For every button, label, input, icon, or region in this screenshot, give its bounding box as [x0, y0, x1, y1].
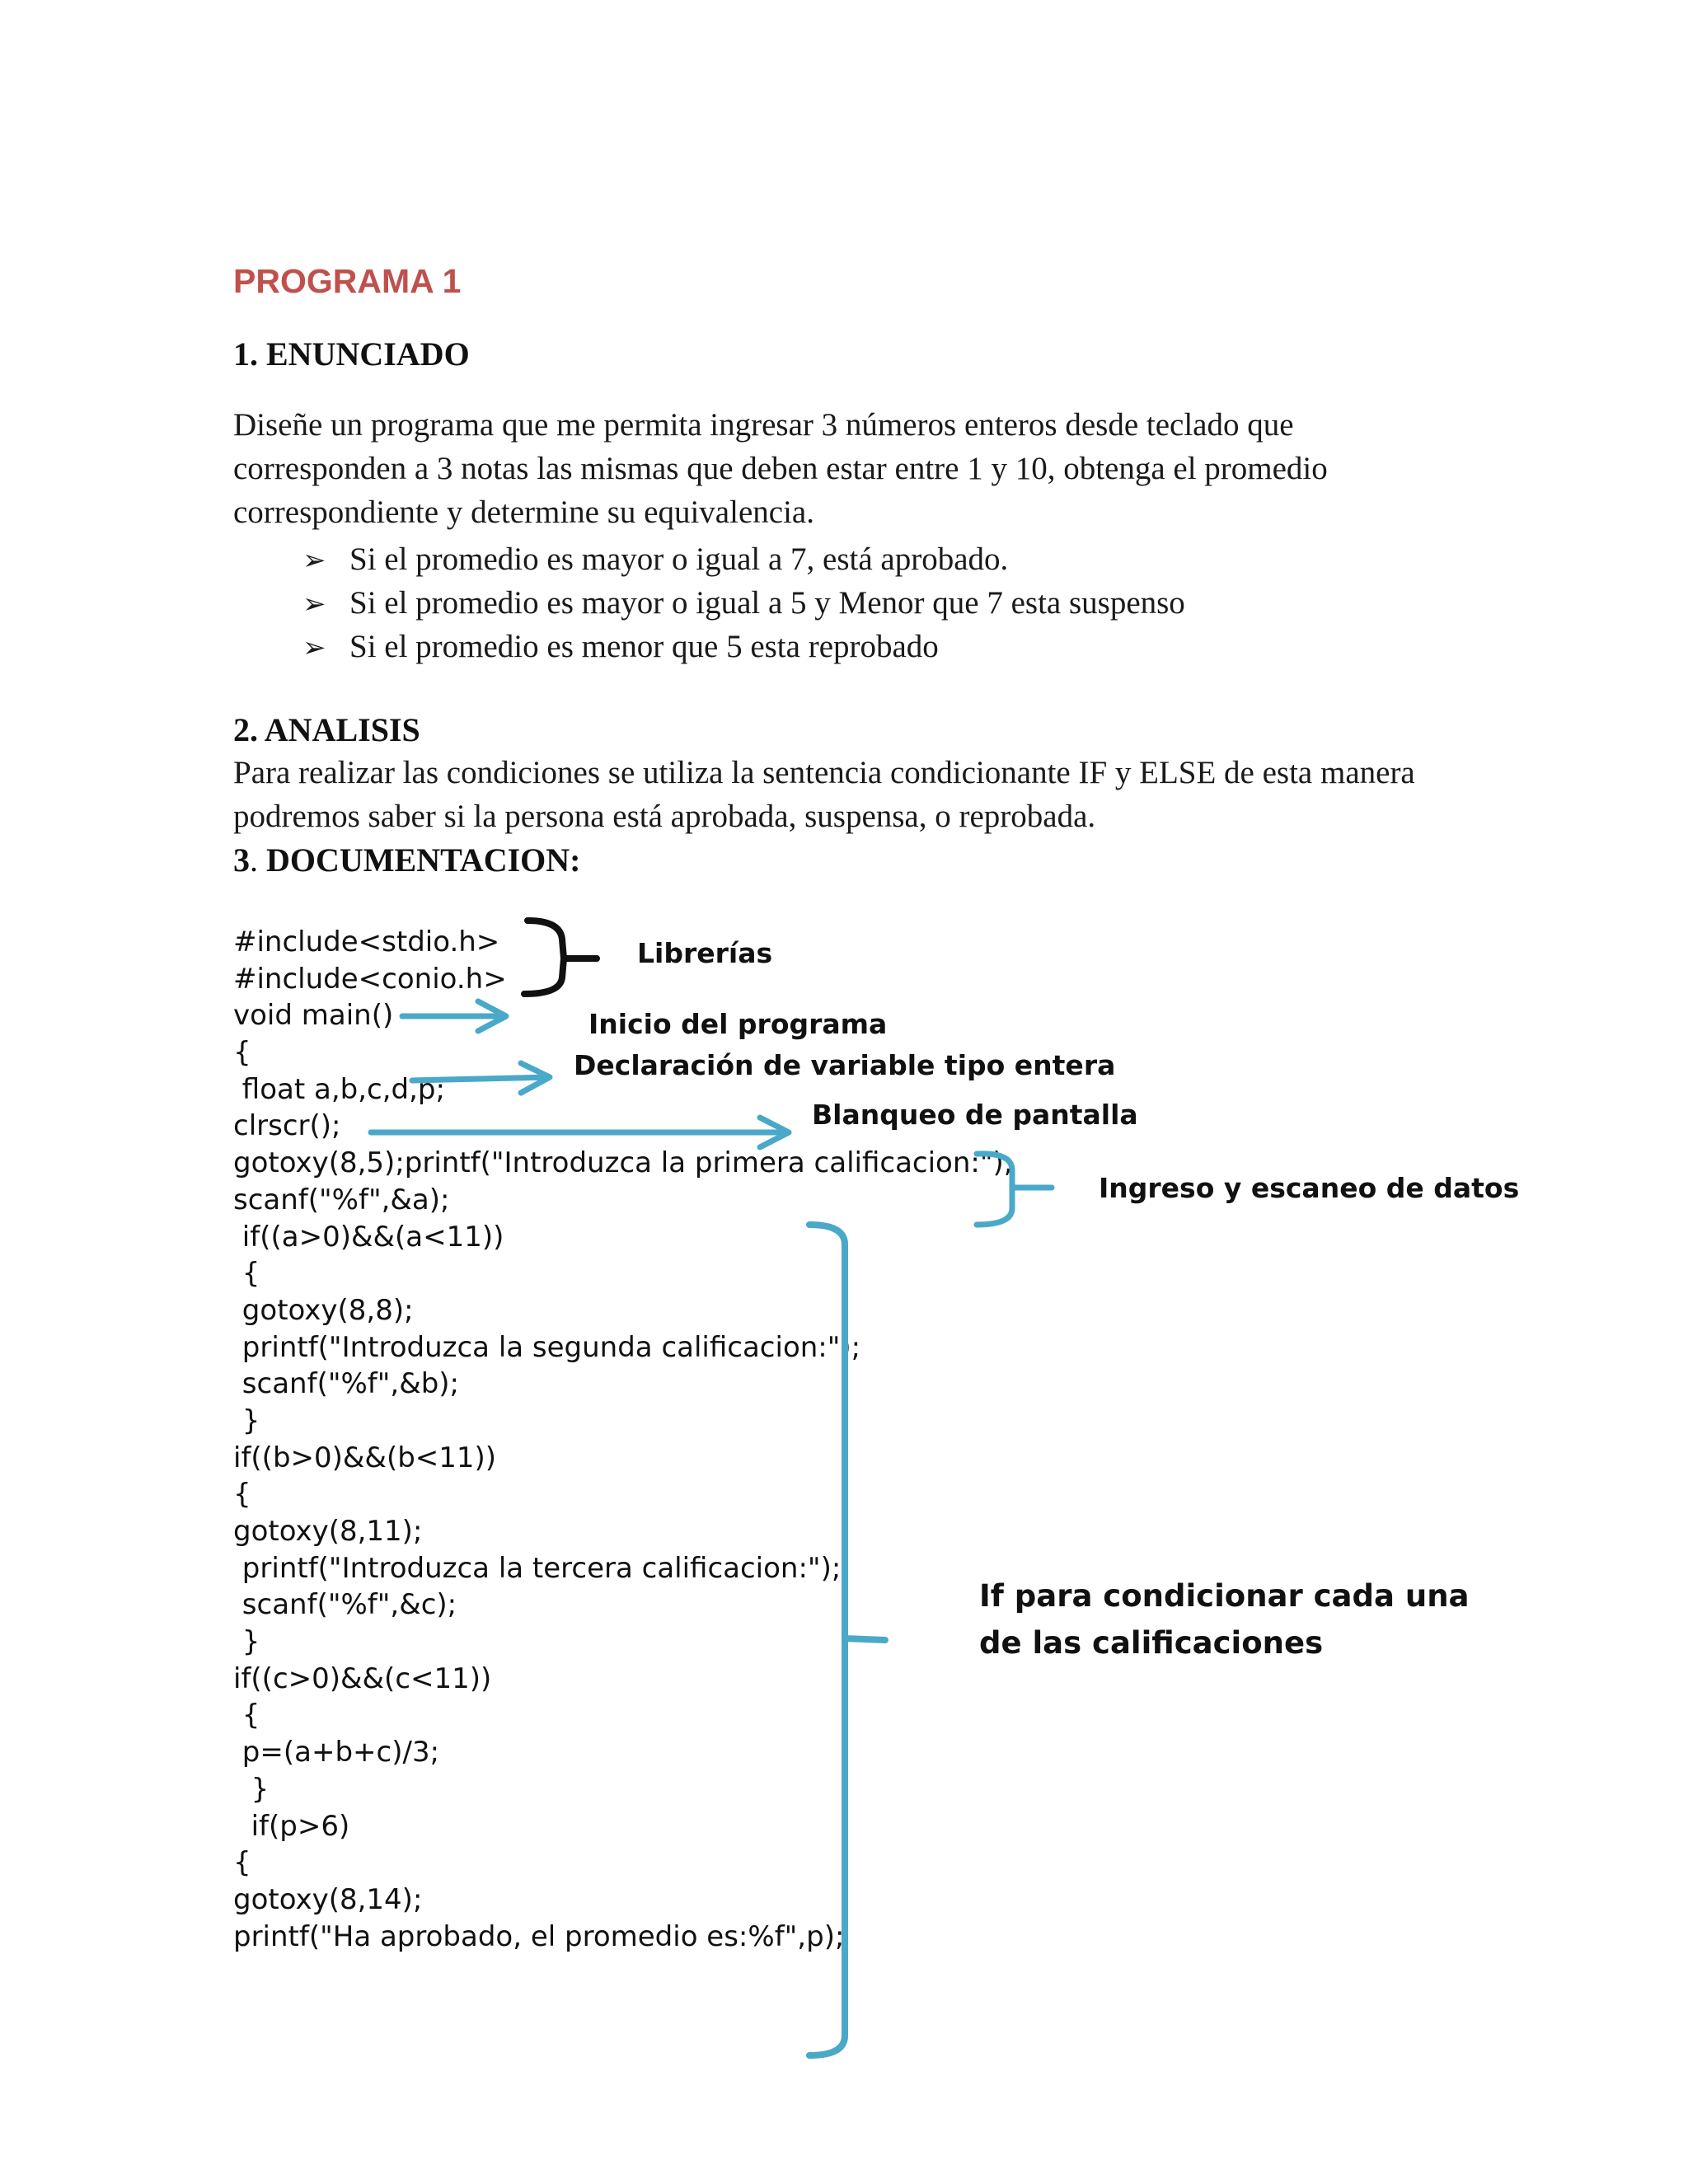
annotation-ingreso-datos: Ingreso y escaneo de datos — [1099, 1172, 1520, 1204]
code-line: if((b>0)&&(b<11)) — [233, 1441, 497, 1474]
code-line: printf("Ha aprobado, el promedio es:%f",p); — [233, 1919, 845, 1953]
code-line: printf("Introduzca la tercera calificacion:"); — [233, 1551, 842, 1585]
large-blue-brace-icon — [809, 1225, 885, 2055]
code-line: p=(a+b+c)/3; — [233, 1736, 440, 1769]
code-line: #include<conio.h> — [233, 962, 507, 996]
annotation-if-condicion-line1: If para condicionar cada una — [979, 1578, 1470, 1614]
section-title: DOCUMENTACION: — [266, 841, 581, 879]
annotation-if-condicion-line2: de las calificaciones — [979, 1625, 1324, 1661]
section-heading-documentacion: 3. DOCUMENTACION: — [233, 841, 581, 879]
code-line: float a,b,c,d,p; — [233, 1072, 445, 1106]
code-line: { — [233, 1478, 251, 1511]
document-title: PROGRAMA 1 — [233, 262, 462, 300]
code-line: gotoxy(8,5);printf("Introduzca la primera calificacion:"); — [233, 1146, 1014, 1180]
arrow-right-icon — [402, 1001, 506, 1031]
code-line: } — [233, 1404, 260, 1437]
section-heading-analisis: 2. ANALISIS — [233, 711, 420, 748]
arrow-right-icon — [412, 1063, 550, 1093]
code-line: void main() — [233, 999, 394, 1033]
paragraph-line: Diseñe un programa que me permita ingresar 3 números enteros desde teclado que — [233, 407, 1294, 443]
arrowhead-bullet-icon: ➢ — [302, 544, 326, 577]
code-line: if((a>0)&&(a<11)) — [233, 1220, 504, 1254]
arrow-right-icon — [371, 1118, 789, 1147]
code-line: scanf("%f",&c); — [233, 1588, 457, 1622]
black-brace-icon — [524, 921, 597, 994]
arrowhead-bullet-icon: ➢ — [302, 588, 326, 621]
code-line: { — [233, 1846, 251, 1880]
code-line: } — [233, 1772, 270, 1806]
bullet-text: Si el promedio es mayor o igual a 5 y Menor que 7 esta suspenso — [349, 585, 1185, 621]
paragraph-line: podremos saber si la persona está aprobada, suspensa, o reprobada. — [233, 799, 1096, 834]
code-line: if((c>0)&&(c<11)) — [233, 1661, 492, 1695]
arrowhead-bullet-icon: ➢ — [302, 631, 326, 664]
annotation-inicio-programa: Inicio del programa — [588, 1008, 888, 1040]
annotation-librerias: Librerías — [637, 937, 773, 969]
code-line: } — [233, 1625, 260, 1659]
bullet-text: Si el promedio es mayor o igual a 7, está aprobado. — [349, 541, 1009, 577]
bullet-text: Si el promedio es menor que 5 esta reprobado — [349, 629, 939, 664]
code-line: clrscr(); — [233, 1109, 341, 1143]
section-heading-enunciado: 1. ENUNCIADO — [233, 335, 470, 373]
annotation-declaracion-variables: Declaración de variable tipo entera — [574, 1049, 1116, 1081]
code-line: { — [233, 1257, 260, 1291]
annotation-blanqueo-pantalla: Blanqueo de pantalla — [812, 1099, 1138, 1131]
code-line: printf("Introduzca la segunda calificacion:"); — [233, 1330, 861, 1364]
code-line: { — [233, 1699, 260, 1732]
paragraph-line: correspondiente y determine su equivalencia. — [233, 494, 814, 530]
paragraph-line: Para realizar las condiciones se utiliza la sentencia condicionante IF y ELSE de esta manera — [233, 755, 1415, 790]
code-line: scanf("%f",&a); — [233, 1183, 450, 1216]
paragraph-line: corresponden a 3 notas las mismas que deben estar entre 1 y 10, obtenga el promedio — [233, 451, 1328, 486]
code-line: gotoxy(8,14); — [233, 1882, 423, 1916]
code-line: #include<stdio.h> — [233, 926, 500, 958]
code-line: gotoxy(8,11); — [233, 1515, 423, 1548]
code-line: scanf("%f",&b); — [233, 1367, 460, 1401]
code-line: gotoxy(8,8); — [233, 1293, 414, 1327]
section-number: 3 — [233, 841, 250, 879]
code-line: if(p>6) — [233, 1809, 350, 1843]
blue-brace-icon — [977, 1154, 1052, 1225]
code-line: { — [233, 1036, 251, 1070]
